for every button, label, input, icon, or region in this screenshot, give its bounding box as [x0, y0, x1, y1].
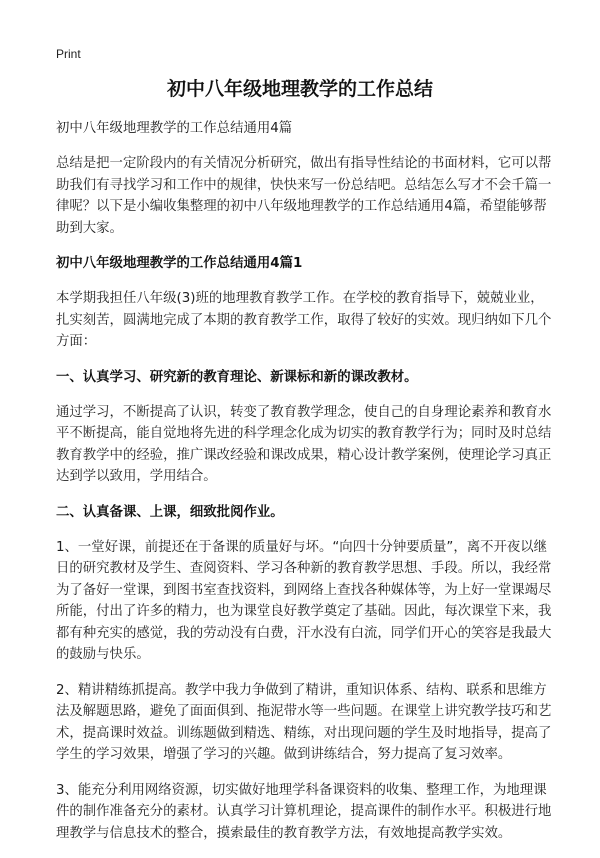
document-body	[56, 118, 552, 858]
paragraph-4: 3、能充分利用网络资源，切实做好地理学科备课资料的收集、整理工作，为地理课件的制作准备充分的素材。认真学习计算机理论，提高课件的制作水平。积极进行地理教学与信息技术的整合，摸索最佳的教育教学方法，有效地提高教学实效。	[56, 782, 552, 841]
paragraph-3: 2、精讲精练抓提高。教学中我力争做到了精讲，重知识体系、结构、联系和思维方法及解题思路，避免了面面俱到、拖泥带水等一些问题。在课堂上讲究教学技巧和艺术，提高课时效益。训练题做到精选、精练，对出现问题的学生及时地指导，提高了学生的学习效果，增强了学习的兴趣。做到讲练结合，努力提高了复习效率。	[56, 682, 552, 762]
heading-1: 一、认真学习、研究新的教育理论、新课标和新的课改教材。	[56, 369, 418, 385]
section-title: 初中八年级地理教学的工作总结通用4篇1	[56, 256, 303, 271]
document-subtitle: 初中八年级地理教学的工作总结通用4篇	[56, 121, 293, 136]
page-title: 初中八年级地理教学的工作总结	[166, 78, 433, 100]
paragraph-1: 通过学习，不断提高了认识，转变了教育教学理念，使自己的自身理论素养和教育水平不断提高，能自觉地将先进的科学理念化成为切实的教育教学行为；同时及时总结教育教学中的经验，推广课改经验和课改成果，精心设计教学案例，使理论学习真正达到学以致用，学用结合。	[56, 404, 552, 484]
paragraph-2: 1、一堂好课，前提还在于备课的质量好与坏。“向四十分钟要质量”，离不开夜以继日的研究教材及学生、查阅资料、学习各种新的教育教学思想、手段。所以，我经常为了备好一堂课，到图书室查找资料，到网络上查找各种媒体等，为上好一堂课竭尽所能，付出了许多的精力，也为课堂良好教学奠定了基础。因此，每次课堂下来，我都有种充实的感觉，我的劳动没有白费，汗水没有白流，同学们开心的笑容是我最大的鼓励与快乐。	[56, 539, 552, 662]
print-link[interactable]: Print	[56, 47, 81, 61]
heading-2: 二、认真备课、上课，细致批阅作业。	[56, 504, 284, 520]
section-intro-paragraph: 本学期我担任八年级(3)班的地理教育教学工作。在学校的教育指导下，兢兢业业，扎实刻苦，圆满地完成了本期的教育教学工作，取得了较好的实效。现归纳如下几个方面：	[56, 291, 552, 349]
intro-paragraph: 总结是把一定阶段内的有关情况分析研究，做出有指导性结论的书面材料，它可以帮助我们有寻找学习和工作中的规律，快快来写一份总结吧。总结怎么写才不会千篇一律呢？以下是小编收集整理的初中八年级地理教学的工作总结通用4篇，希望能够帮助到大家。	[56, 156, 552, 236]
